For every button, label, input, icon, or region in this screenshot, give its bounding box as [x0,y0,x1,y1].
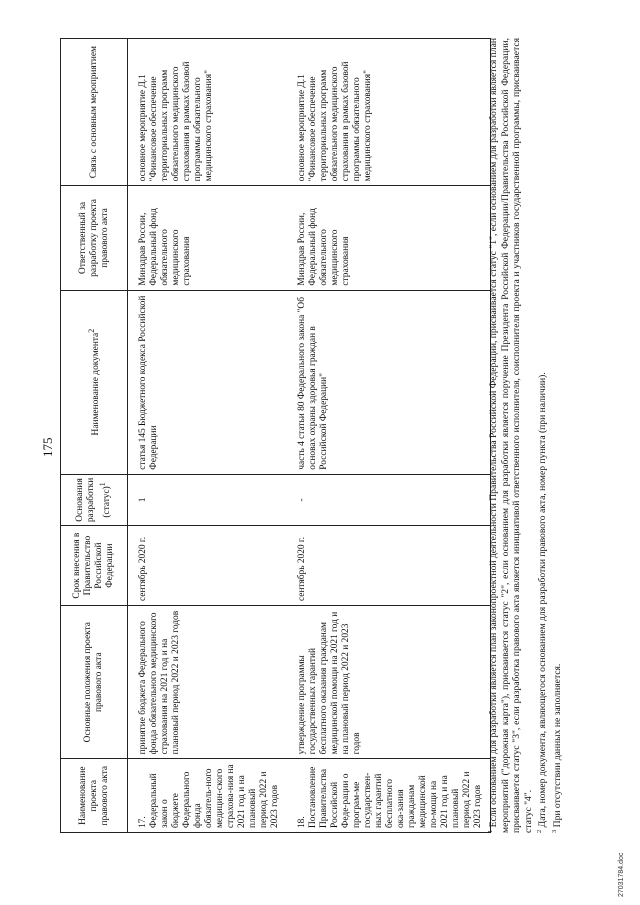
header-provisions: Основные положения проекта правового акта [61,605,128,758]
header-responsible: Ответственный за разработку проекта правового акта [61,186,128,290]
row-number: 17. [138,816,148,828]
row-provisions: утверждение программы государственных гарантий бесплатного оказания гражданам медицинской помощи на 2021 год и на плановый период 2022 и 2023 годов [287,605,491,758]
header-name: Наименование проекта правового акта [61,759,128,833]
row-name-cell [287,759,491,833]
row-link: основное мероприятие Д.1 "Финансовое обеспечение территориальных программ обязательного медицинского страхования в рамках базовой программы обязательного медицинского страхования" [128,39,288,186]
footnote-text: Если основанием для разработки является план законопроектной деятельности Правительства Российской Федерации, присваивается статус "1", если основанием для разработки является план мероприятий ("дорожная карта"), присваивается статус "2", если основанием для разработки является поручение Президента Российской Федерации/Правительства Российской Федерации, присваивается статус "3", если разработка правового акта является инициативой ответственного исполнителя, соисполнителя проекта и участников государственной программы, присваивается статус "4". [488,38,534,833]
table-header-row [61,39,128,833]
footnote-mark: 1 [97,482,107,487]
header-basis-text: Основания разработки (статус) [74,477,113,523]
row-deadline: сентябрь 2020 г. [128,526,288,606]
legal-acts-table [60,38,491,833]
row-responsible: Минздрав России, Федеральный фонд обязательного медицинского страхования [128,186,288,290]
header-deadline: Срок внесения в Правительство Российской Федерации [61,526,128,606]
header-document-name-text: Наименование документа [91,332,102,436]
footnote-marker: 2 [536,829,544,833]
footnote-marker: 3 [550,829,558,833]
row-name-cell [128,759,288,833]
footnote-text: При отсутствии данных не заполняется. [552,663,564,828]
row-status: 1 [128,474,288,526]
footnote-1 [485,38,534,833]
table-row [287,39,491,833]
footnote-mark: 2 [86,328,96,333]
row-document: статья 145 Бюджетного кодекса Российской Федерации [128,290,288,474]
footnote-marker: 1 [487,829,494,833]
table-row [128,39,288,833]
header-link: Связь с основным мероприятием [61,39,128,186]
row-responsible: Минздрав России, Федеральный фонд обязательного медицинского страхования [287,186,491,290]
document-id: 27031784.doc [618,852,625,897]
footnote-text: Дата, номер документа, являющегося основанием для разработки правового акта, номер пункта (при наличии). [537,372,549,828]
row-deadline: сентябрь 2020 г. [287,526,491,606]
header-document-name [61,290,128,474]
footnote-2 [534,38,549,833]
row-document: часть 4 статьи 80 Федерального закона "Об основах охраны здоровья граждан в Российской Федерации" [287,290,491,474]
row-status: - [287,474,491,526]
act-name: Постановление Правительства Российской Феде-рации о програм-ме государствен-ных гарантий бесплатного ока-зания гражданам медицинской по-мощи на 2021 год и на плановый период 2022 и 2023 годов [308,766,483,828]
act-name: Федеральный закон о бюджете Федерального фонда обязатель-ного медицин-ского страхова-ния на 2021 год и на плановый период 2022 и 2023 годов [149,764,280,828]
header-basis [61,474,128,526]
row-number: 18. [297,816,307,828]
page-number: 175 [40,437,55,457]
row-link: основное мероприятие Д.1 "Финансовое обеспечение территориальных программ обязательного медицинского страхования в рамках базовой программы обязательного медицинского страхования" [287,39,491,186]
footnote-3 [549,38,564,833]
footnotes [485,38,564,833]
row-provisions: принятие бюджета Федерального фонда обязательного медицинского страхования на 2021 год и на плановый период 2022 и 2023 годов [128,605,288,758]
